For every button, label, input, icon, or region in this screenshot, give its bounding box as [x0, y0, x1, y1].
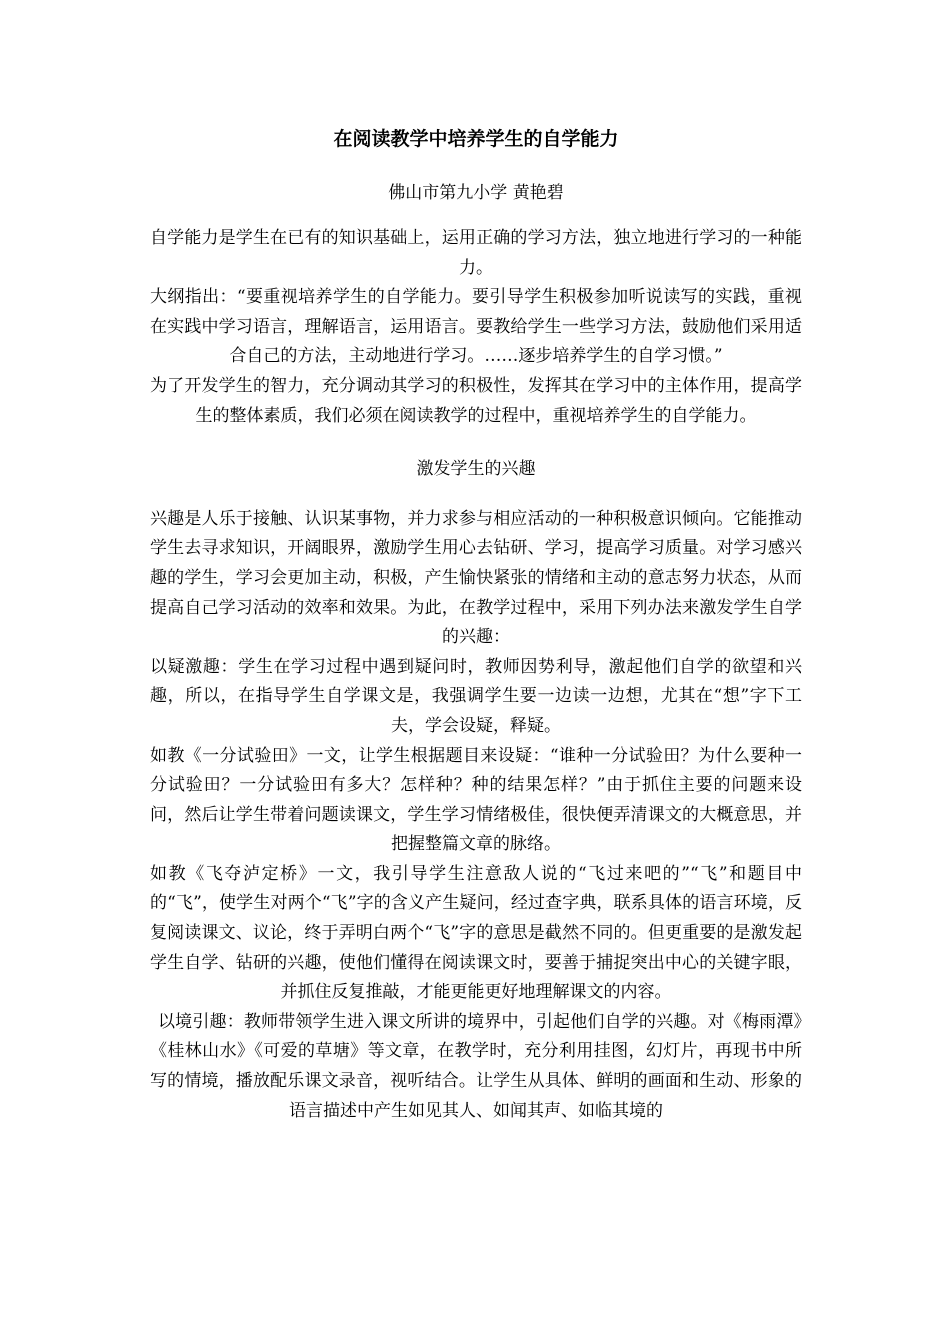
document-author: 佛山市第九小学 黄艳碧 — [388, 183, 564, 203]
intro-section — [150, 224, 802, 431]
paragraph: 为了开发学生的智力，充分调动其学习的积极性，发挥其在学习中的主体作用，提高学生的整体素质，我们必须在阅读教学的过程中，重视培养学生的自学能力。 — [150, 375, 802, 426]
paragraph: 大纲指出：“要重视培养学生的自学能力。要引导学生积极参加听说读写的实践，重视在实践中学习语言，理解语言，运用语言。要教给学生一些学习方法，鼓励他们采用适合自己的方法，主动地进行学习。……逐步培养学生的自学习惯。” — [150, 287, 802, 367]
paragraph: 自学能力是学生在已有的知识基础上，运用正确的学习方法，独立地进行学习的一种能力。 — [150, 228, 802, 278]
paragraph: 如教《一分试验田》一文，让学生根据题目来设疑：“谁种一分试验田？为什么要种一分试验田？一分试验田有多大？怎样种？种的结果怎样？”由于抓住主要的问题来设问，然后让学生带着问题读课文，学生学习情绪极佳，很快便弄清课文的大概意思，并把握整篇文章的脉络。 — [150, 745, 802, 855]
section-heading: 激发学生的兴趣 — [416, 459, 536, 480]
interest-section — [150, 505, 802, 1126]
paragraph: 如教《飞夺泸定桥》一文，我引导学生注意敌人说的“飞过来吧的”“飞”和题目中的“飞”，使学生对两个“飞”字的含义产生疑问，经过查字典，联系具体的语言环境，反复阅读课文、议论，终于弄明白两个“飞”字的意思是截然不同的。但更重要的是激发起学生自学、钻研的兴趣，使他们懂得在阅读课文时，要善于捕捉突出中心的关键字眼，并抓住反复推敲，才能更能更好地理解课文的内容。 — [150, 863, 802, 1003]
document-title: 在阅读教学中培养学生的自学能力 — [333, 128, 619, 150]
paragraph: 兴趣是人乐于接触、认识某事物，并力求参与相应活动的一种积极意识倾向。它能推动学生去寻求知识，开阔眼界，激励学生用心去钻研、学习，提高学习质量。对学习感兴趣的学生，学习会更加主动，积极，产生愉快紧张的情绪和主动的意志努力状态，从而提高自己学习活动的效率和效果。为此，在教学过程中，采用下列办法来激发学生自学的兴趣： — [150, 508, 802, 648]
paragraph: 以疑激趣：学生在学习过程中遇到疑问时，教师因势利导，激起他们自学的欲望和兴趣，所以，在指导学生自学课文是，我强调学生要一边读一边想，尤其在“想”字下工夫，学会设疑，释疑。 — [150, 656, 802, 736]
paragraph: 以境引趣：教师带领学生进入课文所讲的境界中，引起他们自学的兴趣。对《梅雨潭》《桂林山水》《可爱的草塘》等文章，在教学时，充分利用挂图，幻灯片，再现书中所写的情境，播放配乐课文录音，视听结合。让学生从具体、鲜明的画面和生动、形象的语言描述中产生如见其人、如闻其声、如临其境的 — [150, 1011, 802, 1121]
document-page — [150, 125, 802, 1126]
